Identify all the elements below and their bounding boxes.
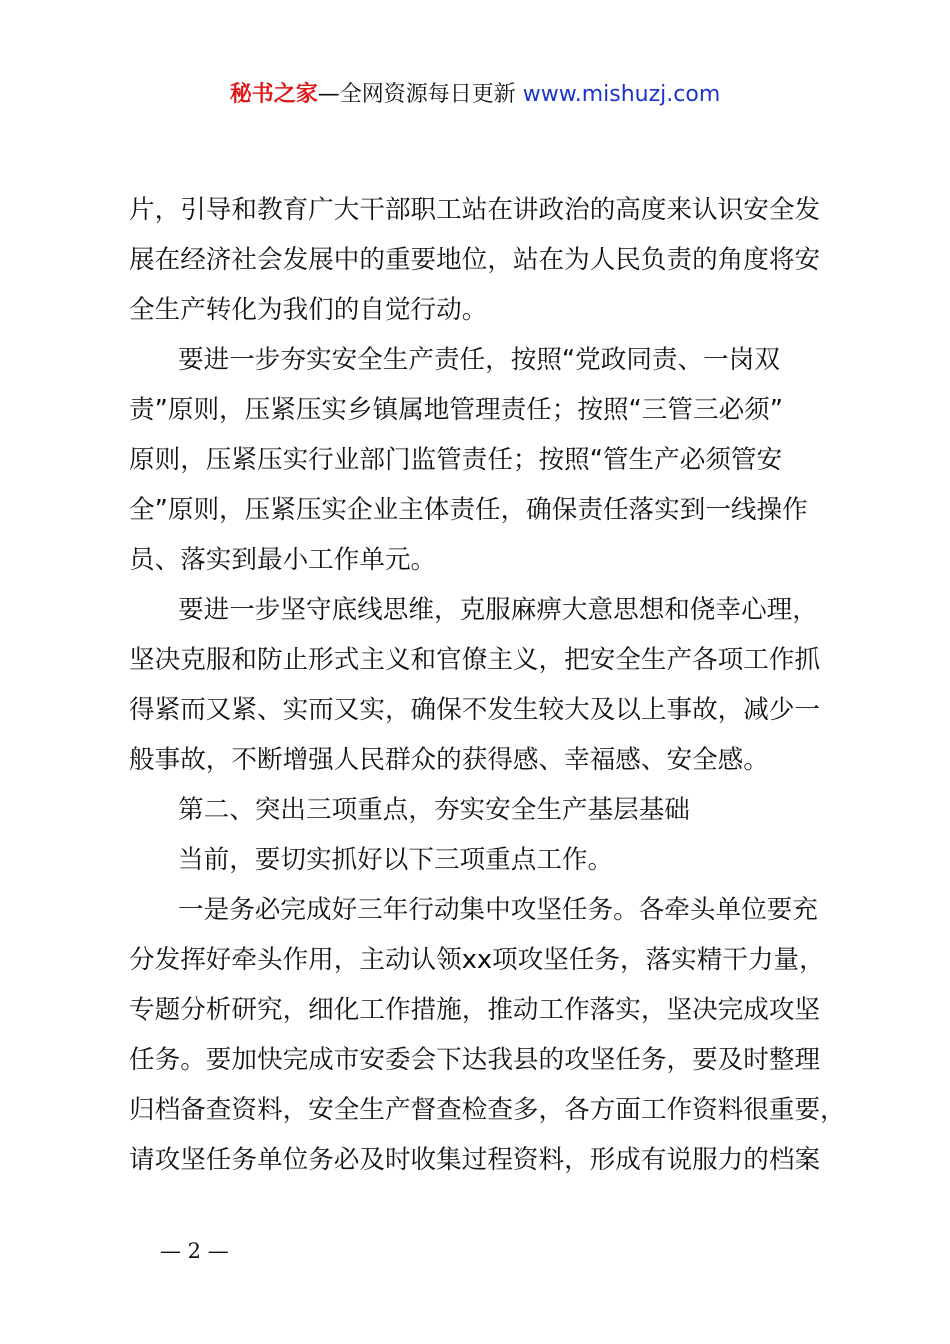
text-line: 要进一步坚守底线思维，克服麻痹大意思想和侥幸心理， (178, 595, 818, 625)
text-line: 全生产转化为我们的自觉行动。 (129, 295, 488, 325)
text-line: 专题分析研究，细化工作措施，推动工作落实，坚决完成攻坚 (129, 995, 821, 1025)
text-line: 责”原则，压紧压实乡镇属地管理责任；按照“三管三必须” (129, 395, 784, 425)
text-line: 一是务必完成好三年行动集中攻坚任务。各牵头单位要充 (178, 895, 818, 925)
text-line: 任务。要加快完成市安委会下达我县的攻坚任务，要及时整理 (129, 1045, 821, 1075)
text-line: 员、落实到最小工作单元。 (129, 545, 437, 575)
text-line: 原则，压紧压实行业部门监管责任；按照“管生产必须管安 (129, 445, 783, 475)
text-line: 第二、突出三项重点，夯实安全生产基层基础 (178, 795, 690, 825)
text-line: 全”原则，压紧压实企业主体责任，确保责任落实到一线操作 (129, 495, 808, 525)
site-url-link[interactable]: www.mishuzj.com (522, 82, 721, 107)
page-number: — 2 — (160, 1239, 229, 1263)
text-line: 般事故，不断增强人民群众的获得感、幸福感、安全感。 (129, 745, 769, 775)
page-header (0, 78, 950, 112)
text-line: 坚决克服和防止形式主义和官僚主义，把安全生产各项工作抓 (129, 645, 821, 675)
header-tagline: —全网资源每日更新 (317, 82, 516, 107)
text-line: 要进一步夯实安全生产责任，按照“党政同责、一岗双 (178, 345, 780, 375)
text-line: 得紧而又紧、实而又实，确保不发生较大及以上事故，减少一 (129, 695, 821, 725)
text-line: 分发挥好牵头作用，主动认领xx项攻坚任务，落实精干力量， (129, 945, 825, 975)
text-line: 片，引导和教育广大干部职工站在讲政治的高度来认识安全发 (129, 195, 821, 225)
text-line: 归档备查资料，安全生产督查检查多，各方面工作资料很重要， (129, 1095, 846, 1125)
brand-name: 秘书之家 (229, 82, 318, 107)
text-line: 展在经济社会发展中的重要地位，站在为人民负责的角度将安 (129, 245, 821, 275)
text-line: 当前，要切实抓好以下三项重点工作。 (178, 845, 614, 875)
document-body (129, 185, 846, 1185)
text-line: 请攻坚任务单位务必及时收集过程资料，形成有说服力的档案 (129, 1145, 821, 1175)
